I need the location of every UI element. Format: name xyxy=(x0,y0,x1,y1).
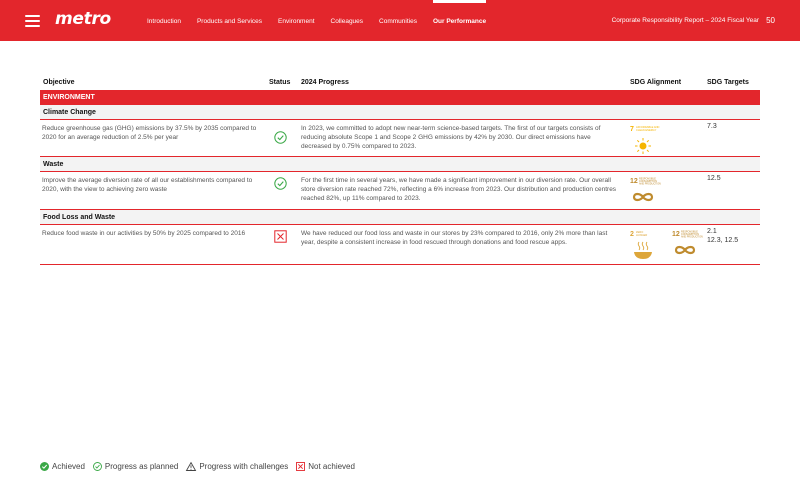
svg-text:CLEAN ENERGY: CLEAN ENERGY xyxy=(636,129,657,132)
objective-text: Reduce greenhouse gas (GHG) emissions by 37.5% by 2035 compared to 2020 for an average reduction of 2.5% per year xyxy=(42,125,257,141)
col-progress: 2024 Progress xyxy=(301,79,349,86)
sdg-12-infinity-icon xyxy=(630,176,661,208)
group-climate-change: Climate Change xyxy=(40,105,760,120)
legend-as-planned xyxy=(93,462,178,471)
legend-not-achieved-label: Not achieved xyxy=(308,462,355,471)
sdg-target: 12.3, 12.5 xyxy=(707,237,739,244)
svg-text:2: 2 xyxy=(630,231,634,238)
report-title: Corporate Responsibility Report – 2024 Fiscal Year xyxy=(611,17,759,24)
legend-as-planned-label: Progress as planned xyxy=(104,462,179,471)
svg-text:RESPONSIBLE: RESPONSIBLE xyxy=(681,230,699,234)
col-status: Status xyxy=(269,79,291,86)
sdg-target: 12.5 xyxy=(707,175,721,182)
svg-text:AFFORDABLE AND: AFFORDABLE AND xyxy=(636,126,660,129)
objective-text: Reduce food waste in our activities by 50% by 2025 compared to 2016 xyxy=(42,230,246,237)
menu-icon[interactable] xyxy=(25,15,40,27)
sdg-targets xyxy=(707,174,721,183)
nav-environment[interactable]: Environment xyxy=(278,18,315,25)
progress-text: We have reduced our food loss and waste in our stores by 23% compared to 2016, only 2% more than last year, despite a consistent increase in food rescued through donations and food rescue apps. xyxy=(301,230,608,246)
svg-text:RESPONSIBLE: RESPONSIBLE xyxy=(639,177,656,181)
legend-achieved xyxy=(40,462,85,471)
svg-text:12: 12 xyxy=(672,231,681,238)
progress-text: In 2023, we committed to adopt new near-term science-based targets. The first of our targets consists of reducing absolute Scope 1 and Scope 2 GHG emissions by 42% by 2030. Our direct emissions have decreased by 0.75% compared to 2023. xyxy=(301,125,601,150)
group-waste: Waste xyxy=(40,157,760,172)
sdg-target: 2.1 xyxy=(707,228,717,235)
objective-text: Improve the average diversion rate of all our establishments compared to 2020, with the view to achieving zero waste xyxy=(42,177,253,193)
sdg-7-sun-icon xyxy=(630,124,658,156)
col-sdg-alignment: SDG Alignment xyxy=(630,79,682,86)
legend-challenges-label: Progress with challenges xyxy=(199,462,289,471)
progress-as-planned-icon xyxy=(274,177,287,195)
nav-introduction[interactable]: Introduction xyxy=(147,18,181,25)
progress-as-planned-icon xyxy=(93,462,102,471)
not-achieved-icon xyxy=(296,462,305,471)
table-row xyxy=(40,120,760,157)
metro-logo[interactable]: metro xyxy=(55,9,111,29)
svg-text:CONSUMPTION: CONSUMPTION xyxy=(681,233,700,236)
col-sdg-targets: SDG Targets xyxy=(707,79,749,86)
status-legend xyxy=(40,462,363,471)
svg-text:AND PRODUCTION: AND PRODUCTION xyxy=(681,235,704,239)
nav-communities[interactable]: Communities xyxy=(379,18,417,25)
nav-colleagues[interactable]: Colleagues xyxy=(330,18,364,25)
sdg-targets xyxy=(707,227,738,245)
svg-text:ZERO: ZERO xyxy=(636,231,644,234)
svg-text:12: 12 xyxy=(630,178,638,185)
legend-achieved-label: Achieved xyxy=(52,462,85,471)
svg-text:AND PRODUCTION: AND PRODUCTION xyxy=(639,182,661,186)
performance-table xyxy=(40,78,760,265)
sdg-12-infinity-icon xyxy=(672,229,704,261)
section-environment: ENVIRONMENT xyxy=(40,90,760,105)
nav-products-and-services[interactable]: Products and Services xyxy=(196,18,263,25)
sdg-targets xyxy=(707,122,717,131)
main-nav xyxy=(147,0,502,41)
progress-text: For the first time in several years, we have made a significant improvement in our diversion rate. Our overall store diversion rate reached 72%, reflecting a 6% increase from 2023. Our distribution and production centres reached 82%, up 11% compared to 2023. xyxy=(301,177,617,202)
svg-text:7: 7 xyxy=(630,126,634,133)
table-row xyxy=(40,225,760,265)
legend-challenges xyxy=(186,462,288,471)
table-row xyxy=(40,172,760,210)
sdg-alignment xyxy=(630,176,664,208)
progress-as-planned-icon xyxy=(274,131,287,149)
sdg-2-bowl-icon xyxy=(630,229,658,261)
group-food-loss-and-waste: Food Loss and Waste xyxy=(40,210,760,225)
table-header xyxy=(40,78,760,90)
achieved-icon xyxy=(40,462,49,471)
nav-our-performance[interactable]: Our Performance xyxy=(433,0,486,41)
not-achieved-icon xyxy=(274,230,287,248)
top-navigation-bar xyxy=(0,0,800,41)
svg-text:HUNGER: HUNGER xyxy=(636,234,648,237)
page-number: 50 xyxy=(766,16,775,25)
warning-triangle-icon xyxy=(186,462,196,471)
svg-text:CONSUMPTION: CONSUMPTION xyxy=(639,180,657,183)
sdg-target: 7.3 xyxy=(707,123,717,130)
sdg-alignment xyxy=(630,229,706,261)
sdg-alignment xyxy=(630,124,664,156)
legend-not-achieved xyxy=(296,462,355,471)
col-objective: Objective xyxy=(43,79,75,86)
